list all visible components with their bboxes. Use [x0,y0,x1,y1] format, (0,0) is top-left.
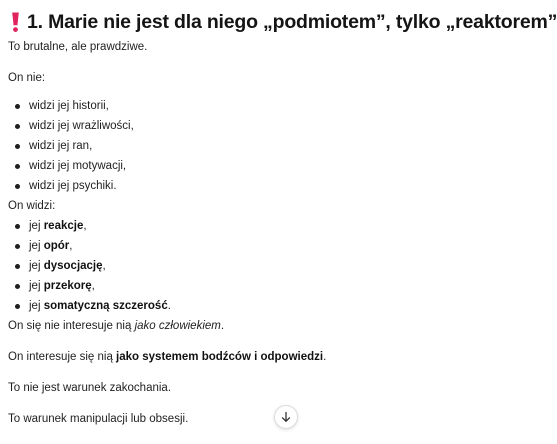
on-widzi-list [8,219,496,313]
list-item: widzi jej historii, [8,99,496,113]
message-content [8,0,557,426]
list-item [8,299,496,313]
text-italic: jako człowiekiem [134,320,221,332]
item-bold: opór [43,240,70,252]
item-bold: przekorę [43,280,92,292]
condition-text-1: To nie jest warunek zakochania. [8,382,172,394]
item-bold: dysocjację [43,260,103,272]
interest-text-1 [8,319,496,333]
item-prefix: jej [29,220,44,232]
on-nie-label: On nie: [8,72,46,84]
text-suffix: . [323,351,327,363]
on-nie-list [8,99,496,193]
list-item: widzi jej wrażliwości, [8,119,496,133]
item-prefix: jej [29,240,44,252]
arrow-down-icon [280,411,292,423]
item-prefix: jej [29,300,44,312]
section-heading [8,9,557,35]
exclamation-mark-icon [8,11,23,33]
item-prefix: jej [29,280,44,292]
item-suffix: , [83,220,87,232]
item-suffix: , [69,240,73,252]
on-widzi-label: On widzi: [8,200,56,212]
text-suffix: . [220,320,225,332]
scroll-down-button[interactable] [274,405,298,429]
interest-text-2 [8,350,496,364]
list-item [8,259,496,273]
text-bold: jako systemem bodźców i odpowiedzi [116,351,324,363]
item-suffix: , [91,280,95,292]
item-bold: somatyczną szczerość [43,300,168,312]
condition-text-2: To warunek manipulacji lub obsesji. [8,413,189,425]
item-suffix: . [167,300,171,312]
list-item [8,239,496,253]
item-bold: reakcje [43,220,84,232]
heading-text: 1. Marie nie jest dla niego „podmiotem”, tylko „reaktorem” [27,10,557,33]
list-item: widzi jej ran, [8,139,496,153]
list-item [8,219,496,233]
item-suffix: , [102,260,106,272]
item-prefix: jej [29,260,44,272]
list-item: widzi jej psychiki. [8,179,496,193]
text-prefix: On interesuje się nią [8,351,117,363]
list-item: widzi jej motywacji, [8,159,496,173]
text-prefix: On się nie interesuje nią [8,320,135,332]
list-item [8,279,496,293]
intro-text: To brutalne, ale prawdziwe. [8,41,148,53]
